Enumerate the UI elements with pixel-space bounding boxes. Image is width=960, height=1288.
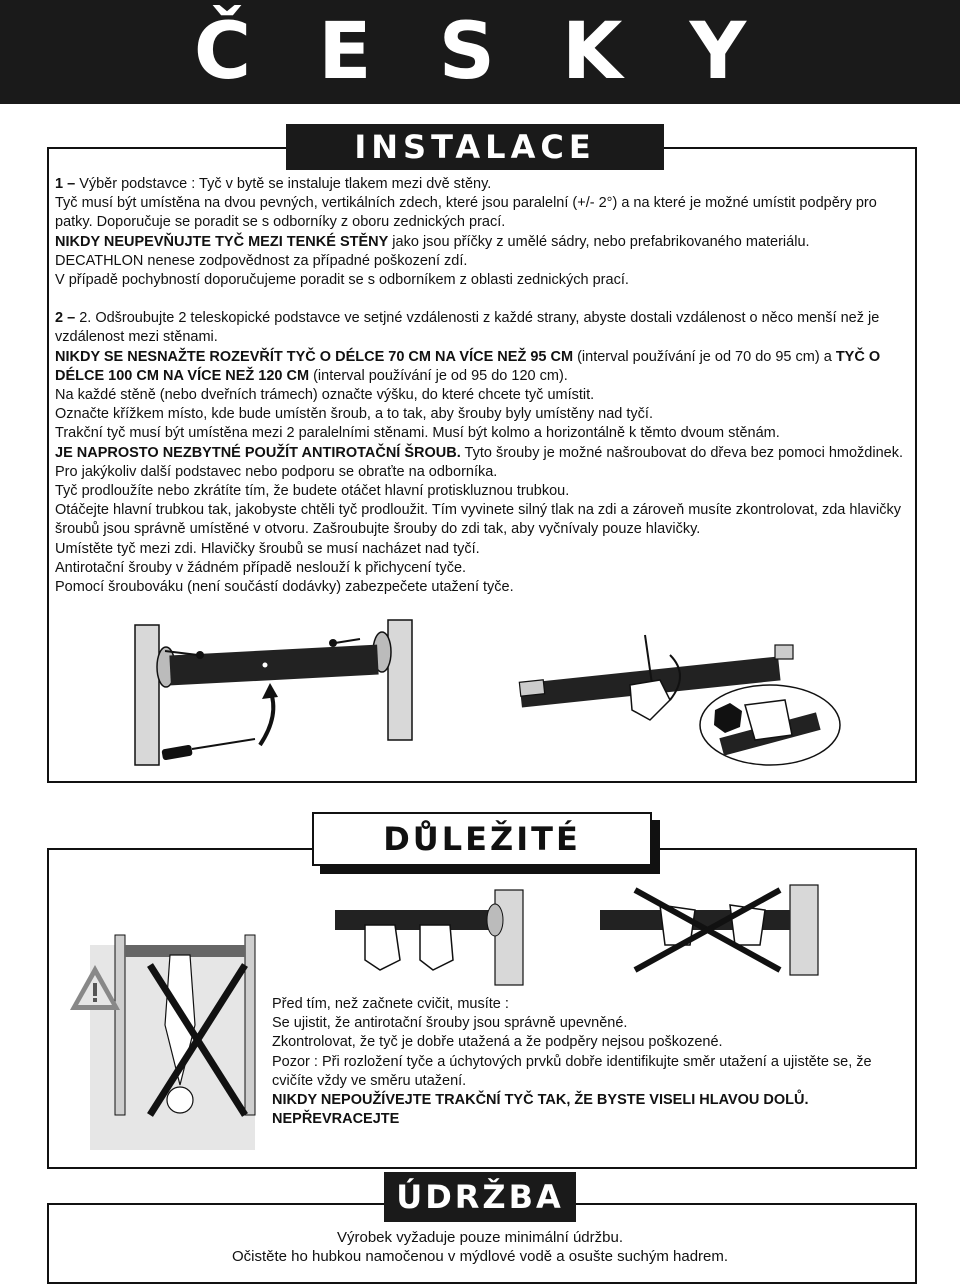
maintenance-line-2: Očistěte ho hubkou namočenou v mýdlové vodě a osušte suchým hadrem. bbox=[231, 1248, 729, 1266]
step-2-warning-100: TYČ O DÉLCE 100 CM NA VÍCE NEŽ 120 CM bbox=[55, 348, 881, 384]
step-2-screw-rest: Tyto šrouby je možné našroubovat do dřeva bez pomoci hmoždinek. Pro jakýkoliv další podstavec nebo podporu se obraťte na odborníka. bbox=[55, 444, 903, 480]
hand-icon bbox=[365, 925, 400, 970]
important-illustration-wrong-grip bbox=[600, 885, 820, 975]
installation-text bbox=[55, 175, 908, 597]
step-2-screw-warning: JE NAPROSTO NEZBYTNÉ POUŽÍT ANTIROTAČNÍ ŠROUB. bbox=[55, 444, 461, 461]
installation-heading: INSTALACE bbox=[286, 124, 664, 170]
installation-illustration-rotate bbox=[520, 615, 850, 775]
installation-illustration-screws bbox=[120, 615, 430, 775]
step-2-intro: 2. Odšroubujte 2 teleskopické podstavce ve setjné vzdálenosti z každé strany, abyste dostali vzdálenost o něco menší než je vzdálenost mezi stěnami. bbox=[55, 310, 880, 346]
maintenance-heading: ÚDRŽBA bbox=[384, 1172, 576, 1222]
maintenance-text bbox=[47, 1228, 913, 1266]
step-1-warning-rest: jako jsou příčky z umělé sádry, nebo prefabrikovaného materiálu. bbox=[388, 233, 810, 250]
step-2-antirotation: Antirotační šrouby v žádném případě neslouží k přichycení tyče. bbox=[55, 559, 467, 576]
step-1-advice: V případě pochybností doporučujeme poradit se s odborníkem z oblasti zednických prací. bbox=[55, 272, 629, 289]
important-text bbox=[272, 995, 904, 1129]
important-caution: Pozor : Při rozložení tyče a úchytových prvků dobře identifikujte směr utažení a ujistěte se, že cvičíte vždy ve směru utažení. bbox=[272, 1053, 872, 1089]
step-2-mark-cross: Označte křížkem místo, kde bude umístěn šroub, a to tak, aby šrouby byly umístěny nad tyčí. bbox=[55, 406, 653, 423]
step-2-warning-70: NIKDY SE NESNAŽTE ROZEVŘÍT TYČ O DÉLCE 70 CM NA VÍCE NEŽ 95 CM bbox=[55, 348, 574, 365]
page-title: Č E S K Y bbox=[0, 0, 960, 104]
important-illustration-upside-down bbox=[70, 925, 260, 1150]
step-2-mark-height: Na každé stěně (nebo dveřních trámech) označte výšku, do které chcete tyč umístit. bbox=[55, 387, 595, 404]
step-1-title: Výběr podstavce : Tyč v bytě se instaluje tlakem mezi dvě stěny. bbox=[75, 176, 492, 192]
important-before: Před tím, než začnete cvičit, musíte : bbox=[272, 996, 509, 1012]
step-2-range-70: (interval používání je od 70 do 95 cm) a bbox=[573, 348, 836, 365]
important-check: Zkontrolovat, že tyč je dobře utažená a že podpěry nejsou poškozené. bbox=[272, 1034, 723, 1051]
important-heading: DŮLEŽITÉ bbox=[312, 812, 652, 866]
step-2-extend: Tyč prodloužíte nebo zkrátíte tím, že budete otáčet hlavní protiskluznou trubkou. bbox=[55, 483, 570, 500]
step-1-warning: NIKDY NEUPEVŇUJTE TYČ MEZI TENKÉ STĚNY bbox=[55, 233, 389, 250]
step-2-tighten: Pomocí šroubováku (není součástí dodávky) zabezpečete utažení tyče. bbox=[55, 579, 514, 596]
step-2-rotate: Otáčejte hlavní trubkou tak, jakobyste chtěli tyč prodloužit. Tím vyvinete silný tlak na zdi a zároveň musíte zkontrolovat, zda hlavičky šroubů jsou správně umístěné v otvoru. Zašroubujte šrouby do zdi tak, aby vyčnívaly pouze hlavičky. bbox=[55, 502, 901, 538]
step-1-liability: DECATHLON nenese zodpovědnost za případné poškození zdí. bbox=[55, 252, 468, 269]
step-2-place: Umístěte tyč mezi zdi. Hlavičky šroubů se musí nacházet nad tyčí. bbox=[55, 540, 480, 557]
important-warning: NIKDY NEPOUŽÍVEJTE TRAKČNÍ TYČ TAK, ŽE BYSTE VISELI HLAVOU DOLŮ. bbox=[272, 1092, 809, 1109]
important-screws: Se ujistit, že antirotační šrouby jsou správně upevněné. bbox=[272, 1015, 628, 1032]
screwdriver-icon bbox=[161, 739, 255, 761]
important-illustration-grip bbox=[325, 890, 535, 985]
step-2-range-100: (interval používání je od 95 do 120 cm). bbox=[309, 367, 568, 384]
step-2-label: 2 – bbox=[55, 310, 76, 327]
hand-icon bbox=[420, 925, 453, 970]
important-no-flip: NEPŘEVRACEJTE bbox=[272, 1111, 400, 1128]
step-1-walls: Tyč musí být umístěna na dvou pevných, vertikálních zdech, které jsou paralelní (+/- 2°) a na které je možné umístit podpěry pro patky. Doporučuje se poradit se s odborníky z oboru zednických prací. bbox=[55, 195, 877, 231]
step-2-parallel: Trakční tyč musí být umístěna mezi 2 paralelními stěnami. Musí být kolmo a horizontálně k těmto dvoum stěnám. bbox=[55, 425, 780, 442]
maintenance-line-1: Výrobek vyžaduje pouze minimální údržbu. bbox=[337, 1229, 623, 1246]
step-1-label: 1 – bbox=[55, 176, 76, 192]
